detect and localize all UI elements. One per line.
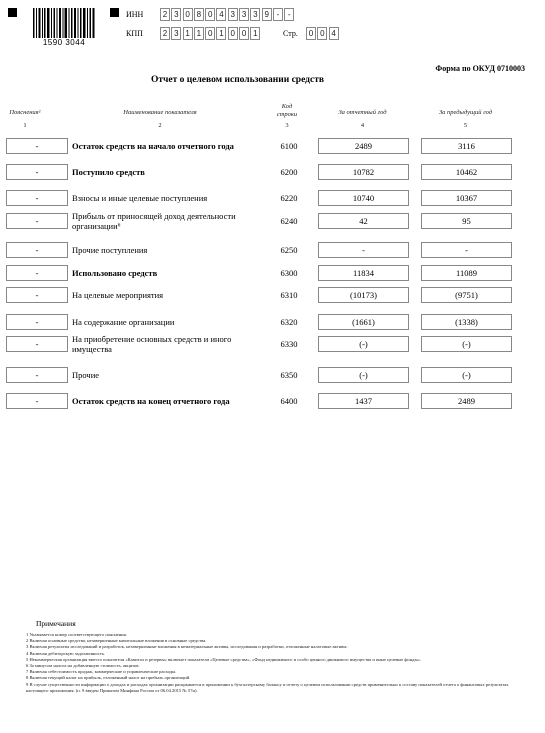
footnote-item: 9 В случае существенности информации о доходах и расходах организации раскрывается в приложении к бухгалтерскому балансу и отчету о целевом использовании средств применительно к составу показателей отчета о финансовых результатах настоящего приложения. (п. 9 введен Приказом Минфина России от 06.04.2015 № 57н). — [26, 681, 509, 693]
row-code: 6320 — [280, 317, 298, 327]
form-code: Форма по ОКУД 0710003 — [435, 64, 525, 73]
digit-cell: 3 — [228, 8, 238, 21]
digit-cell: 3 — [171, 8, 181, 21]
page-number-field — [306, 27, 340, 40]
footnote-item: 3 Включая результаты исследований и разработок, незавершенные вложения в нематериальные активы, исследования и разработки, отложенные налоговые активы. — [26, 644, 348, 650]
row-previous-value: 95 — [421, 213, 512, 229]
row-previous-value: 2489 — [421, 393, 512, 409]
row-indicator-name: Остаток средств на конец отчетного года — [72, 396, 230, 406]
row-current-value: 2489 — [318, 138, 409, 154]
footnote-item: 8 Включая текущий налог на прибыль, отложенный налог на прибыль организаций. — [26, 675, 191, 681]
row-indicator-name: На содержание организации — [72, 317, 175, 327]
digit-cell: 0 — [306, 27, 316, 40]
row-indicator-name: Прибыль от приносящей доход деятельности организации⁶ — [72, 211, 236, 231]
row-note-cell: - — [6, 190, 68, 206]
corner-marker-right — [110, 8, 119, 17]
inn-field — [160, 8, 296, 21]
footnotes — [26, 632, 526, 694]
footnote-item: 7 Включая себестоимость продаж, коммерческие и управленческие расходы. — [26, 669, 177, 675]
digit-cell: 9 — [262, 8, 272, 21]
row-previous-value: (-) — [421, 367, 512, 383]
row-indicator-name: Использовано средств — [72, 268, 158, 278]
row-indicator-name: Остаток средств на начало отчетного года — [72, 141, 234, 151]
column-number-4: 4 — [360, 122, 365, 129]
row-previous-value: (-) — [421, 336, 512, 352]
column-header-indicator: Наименование показателя — [123, 109, 197, 116]
row-note-cell: - — [6, 336, 68, 352]
column-header-notes: Пояснения¹ — [9, 109, 41, 116]
digit-cell: 1 — [194, 27, 204, 40]
row-current-value: 11834 — [318, 265, 409, 281]
row-current-value: (1661) — [318, 314, 409, 330]
page-label: Стр. — [283, 29, 298, 38]
row-code: 6200 — [280, 167, 298, 177]
row-code: 6250 — [280, 245, 298, 255]
digit-cell: 1 — [250, 27, 260, 40]
digit-cell: - — [284, 8, 294, 21]
row-indicator-name: На целевые мероприятия — [72, 290, 164, 300]
barcode-number: 1590 3044 — [42, 38, 86, 47]
digit-cell: 0 — [205, 27, 215, 40]
row-indicator-name: Поступило средств — [72, 167, 145, 177]
digit-cell: 4 — [329, 27, 339, 40]
row-note-cell: - — [6, 213, 68, 229]
footnote-item: 1 Указывается номер соответствующего пояснения. — [26, 632, 127, 637]
row-previous-value: 10462 — [421, 164, 512, 180]
digit-cell: 8 — [194, 8, 204, 21]
column-header-current: За отчетный год — [338, 109, 387, 116]
row-current-value: 42 — [318, 213, 409, 229]
barcode-icon — [33, 8, 95, 38]
digit-cell: 0 — [228, 27, 238, 40]
column-header-code: Код строки — [276, 103, 298, 118]
row-previous-value: 10367 — [421, 190, 512, 206]
row-note-cell: - — [6, 393, 68, 409]
row-current-value: (-) — [318, 336, 409, 352]
digit-cell: 4 — [216, 8, 226, 21]
digit-cell: 0 — [239, 27, 249, 40]
row-code: 6330 — [280, 339, 298, 349]
row-indicator-name: Прочие поступления — [72, 245, 148, 255]
footnote-item: 4 Включая дебиторскую задолженность. — [26, 650, 106, 656]
row-note-cell: - — [6, 265, 68, 281]
row-previous-value: (9751) — [421, 287, 512, 303]
kpp-label: КПП — [126, 29, 143, 38]
digit-cell: 0 — [317, 27, 327, 40]
row-current-value: 1437 — [318, 393, 409, 409]
row-current-value: (10173) — [318, 287, 409, 303]
row-code: 6220 — [280, 193, 298, 203]
row-note-cell: - — [6, 138, 68, 154]
row-code: 6350 — [280, 370, 298, 380]
row-current-value: - — [318, 242, 409, 258]
row-previous-value: (1338) — [421, 314, 512, 330]
column-number-2: 2 — [158, 122, 162, 129]
row-indicator-name: На приобретение основных средств и иного имущества — [72, 334, 232, 354]
digit-cell: 2 — [160, 8, 170, 21]
digit-cell: 1 — [216, 27, 226, 40]
footnote-item: 5 Некоммерческая организация вместо показателя «Капитал и резервы» включает показатели «Целевые средства», «Фонд недвижимого и особо ценного движимого имущества и иные целевые фонды». — [26, 656, 422, 662]
row-note-cell: - — [6, 287, 68, 303]
column-number-5: 5 — [463, 122, 468, 129]
digit-cell: 0 — [205, 8, 215, 21]
row-note-cell: - — [6, 242, 68, 258]
row-previous-value: 3116 — [421, 138, 512, 154]
row-current-value: 10740 — [318, 190, 409, 206]
kpp-field — [160, 27, 262, 40]
row-code: 6310 — [280, 290, 298, 300]
inn-label: ИНН — [126, 10, 144, 19]
digit-cell: 2 — [160, 27, 170, 40]
row-indicator-name: Прочие — [72, 370, 100, 380]
page-title: Отчет о целевом использовании средств — [150, 75, 325, 85]
digit-cell: - — [273, 8, 283, 21]
row-note-cell: - — [6, 164, 68, 180]
digit-cell: 3 — [250, 8, 260, 21]
corner-marker-left — [8, 8, 17, 17]
row-note-cell: - — [6, 314, 68, 330]
digit-cell: 0 — [183, 8, 193, 21]
notes-title: Примечания — [36, 619, 76, 628]
row-code: 6400 — [280, 396, 298, 406]
column-number-1: 1 — [23, 122, 27, 129]
row-indicator-name: Взносы и иные целевые поступления — [72, 193, 208, 203]
footnote-item: 6 За минусом налога на добавленную стоимость, акцизов. — [26, 663, 140, 669]
column-number-3: 3 — [285, 122, 289, 129]
row-current-value: (-) — [318, 367, 409, 383]
row-previous-value: 11089 — [421, 265, 512, 281]
row-code: 6240 — [280, 216, 298, 226]
row-code: 6100 — [280, 141, 298, 151]
row-note-cell: - — [6, 367, 68, 383]
row-previous-value: - — [421, 242, 512, 258]
digit-cell: 3 — [171, 27, 181, 40]
row-code: 6300 — [280, 268, 298, 278]
digit-cell: 3 — [239, 8, 249, 21]
digit-cell: 1 — [183, 27, 193, 40]
row-current-value: 10782 — [318, 164, 409, 180]
column-header-previous: За предыдущий год — [438, 109, 493, 116]
footnote-item: 2 Включая основные средства, незавершенные капитальные вложения в основные средства. — [26, 638, 207, 644]
